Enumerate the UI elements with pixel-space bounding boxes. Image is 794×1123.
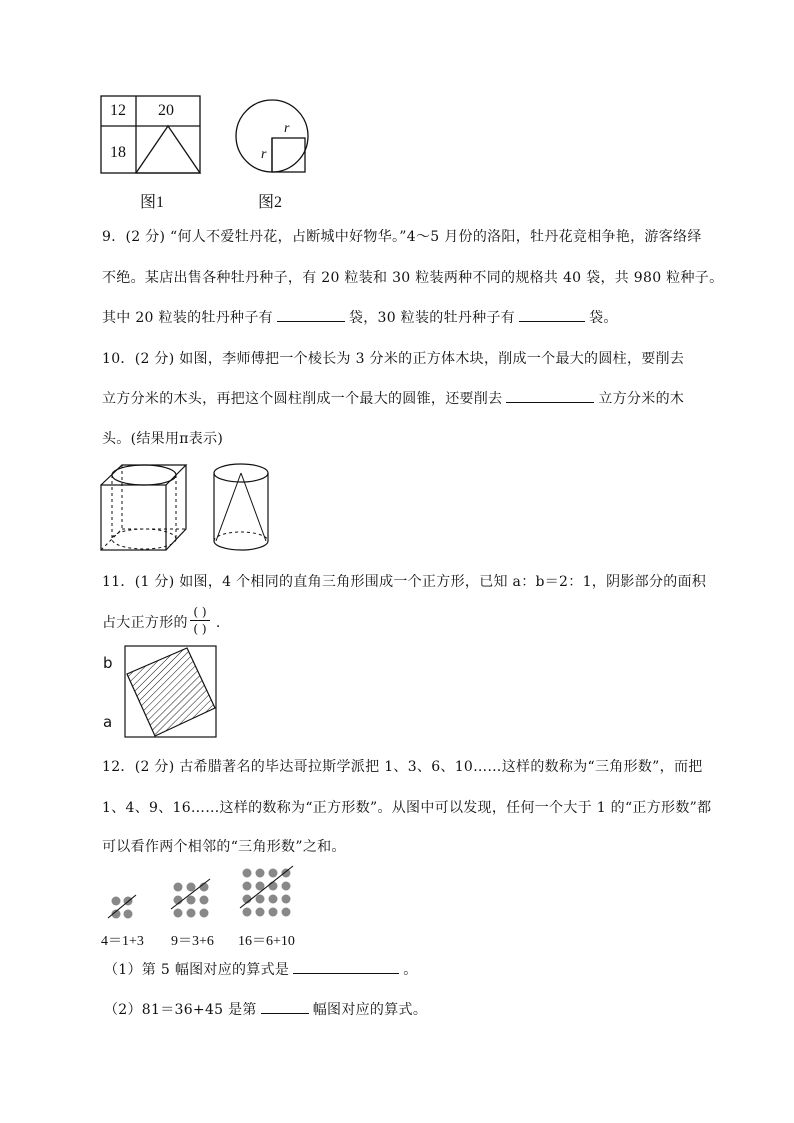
triangle-shape <box>136 126 200 173</box>
q11-fraction-bar <box>190 620 210 621</box>
figure-2-circle <box>235 98 310 176</box>
q10-answer-blank[interactable] <box>506 388 594 403</box>
q9-line-3 <box>102 307 618 327</box>
q10-line-3: 头。(结果用π表示) <box>102 431 224 447</box>
q12-sub2-answer-blank[interactable] <box>261 999 309 1014</box>
grid-number-12: 12 <box>110 102 126 119</box>
q10-text-b: 立方分米的木 <box>598 391 685 407</box>
equation-2: 9＝3+6 <box>171 934 214 949</box>
cylinder-with-cone-figure <box>210 462 272 554</box>
q11-label-a: a <box>103 713 113 731</box>
q12-sub2-text-a: （2）81＝36+45 是第 <box>104 1002 257 1018</box>
dot-figure-2 <box>168 877 214 923</box>
equation-1: 4＝1+3 <box>101 934 144 949</box>
q12-line-2: 1、4、9、16……这样的数称为“正方形数”。从图中可以发现，任何一个大于 1 的“正方形数”都 <box>102 800 712 816</box>
q12-sub2-text-b: 幅图对应的算式。 <box>312 1002 428 1018</box>
q9-text-a: 其中 20 粒装的牡丹种子有 <box>102 310 273 326</box>
q9-line-1: 9．(2 分) “何人不爱牡丹花，占断城中好物华。”4～5 月份的洛阳，牡丹花竞相争艳，游客络绎 <box>102 229 702 245</box>
q9-text-b: 袋，30 粒装的牡丹种子有 <box>348 310 516 326</box>
equation-3: 16＝6+10 <box>238 934 295 949</box>
q12-sub1-text-b: 。 <box>403 962 418 978</box>
q12-sub1-text-a: （1）第 5 幅图对应的算式是 <box>104 962 290 978</box>
cube-with-cylinder-figure <box>98 462 190 554</box>
q9-text-c: 袋。 <box>589 310 618 326</box>
shaded-square <box>127 648 215 736</box>
radius-label-top: r <box>284 121 290 136</box>
q12-line-1: 12．(2 分) 古希腊著名的毕达哥拉斯学派把 1、3、6、10……这样的数称为“三角形数”，而把 <box>102 759 703 775</box>
dot-figure-1 <box>106 892 138 922</box>
q12-sub-2 <box>104 999 427 1019</box>
q11-square-figure <box>124 645 218 739</box>
q11-fraction-denominator[interactable]: ( ) <box>193 622 207 636</box>
q10-line-1: 10．(2 分) 如图，李师傅把一个棱长为 3 分米的正方体木块，削成一个最大的圆柱，要削去 <box>102 351 685 367</box>
q9-line-2: 不绝。某店出售各种牡丹种子，有 20 粒装和 30 粒装两种不同的规格共 40 袋，共 980 粒种子。 <box>102 270 724 286</box>
q10-text-a: 立方分米的木头，再把这个圆柱削成一个最大的圆锥，还要削去 <box>102 391 503 407</box>
q11-label-b: b <box>103 654 113 672</box>
q12-sub-1 <box>104 959 418 979</box>
q11-text-b: . <box>215 615 221 631</box>
radius-label-left: r <box>261 147 267 162</box>
q10-line-2 <box>102 388 684 408</box>
q12-sub1-answer-blank[interactable] <box>293 959 399 974</box>
q9-answer-blank-2[interactable] <box>519 307 585 322</box>
q11-text-a: 占大正方形的 <box>102 615 188 631</box>
figure-2 <box>235 98 310 176</box>
q9-answer-blank-1[interactable] <box>277 307 345 322</box>
dot-figure-3 <box>238 864 296 924</box>
grid-number-18: 18 <box>110 144 126 161</box>
caption-figure-2: 图2 <box>258 194 283 211</box>
q11-line-1: 11．(1 分) 如图，4 个相同的直角三角形围成一个正方形，已知 a：b＝2：1，阴影部分的面积 <box>102 574 707 590</box>
q12-line-3: 可以看作两个相邻的“三角形数”之和。 <box>102 839 346 855</box>
caption-figure-1: 图1 <box>140 194 165 211</box>
grid-number-20: 20 <box>158 102 174 119</box>
q11-fraction-numerator[interactable]: ( ) <box>193 605 207 619</box>
